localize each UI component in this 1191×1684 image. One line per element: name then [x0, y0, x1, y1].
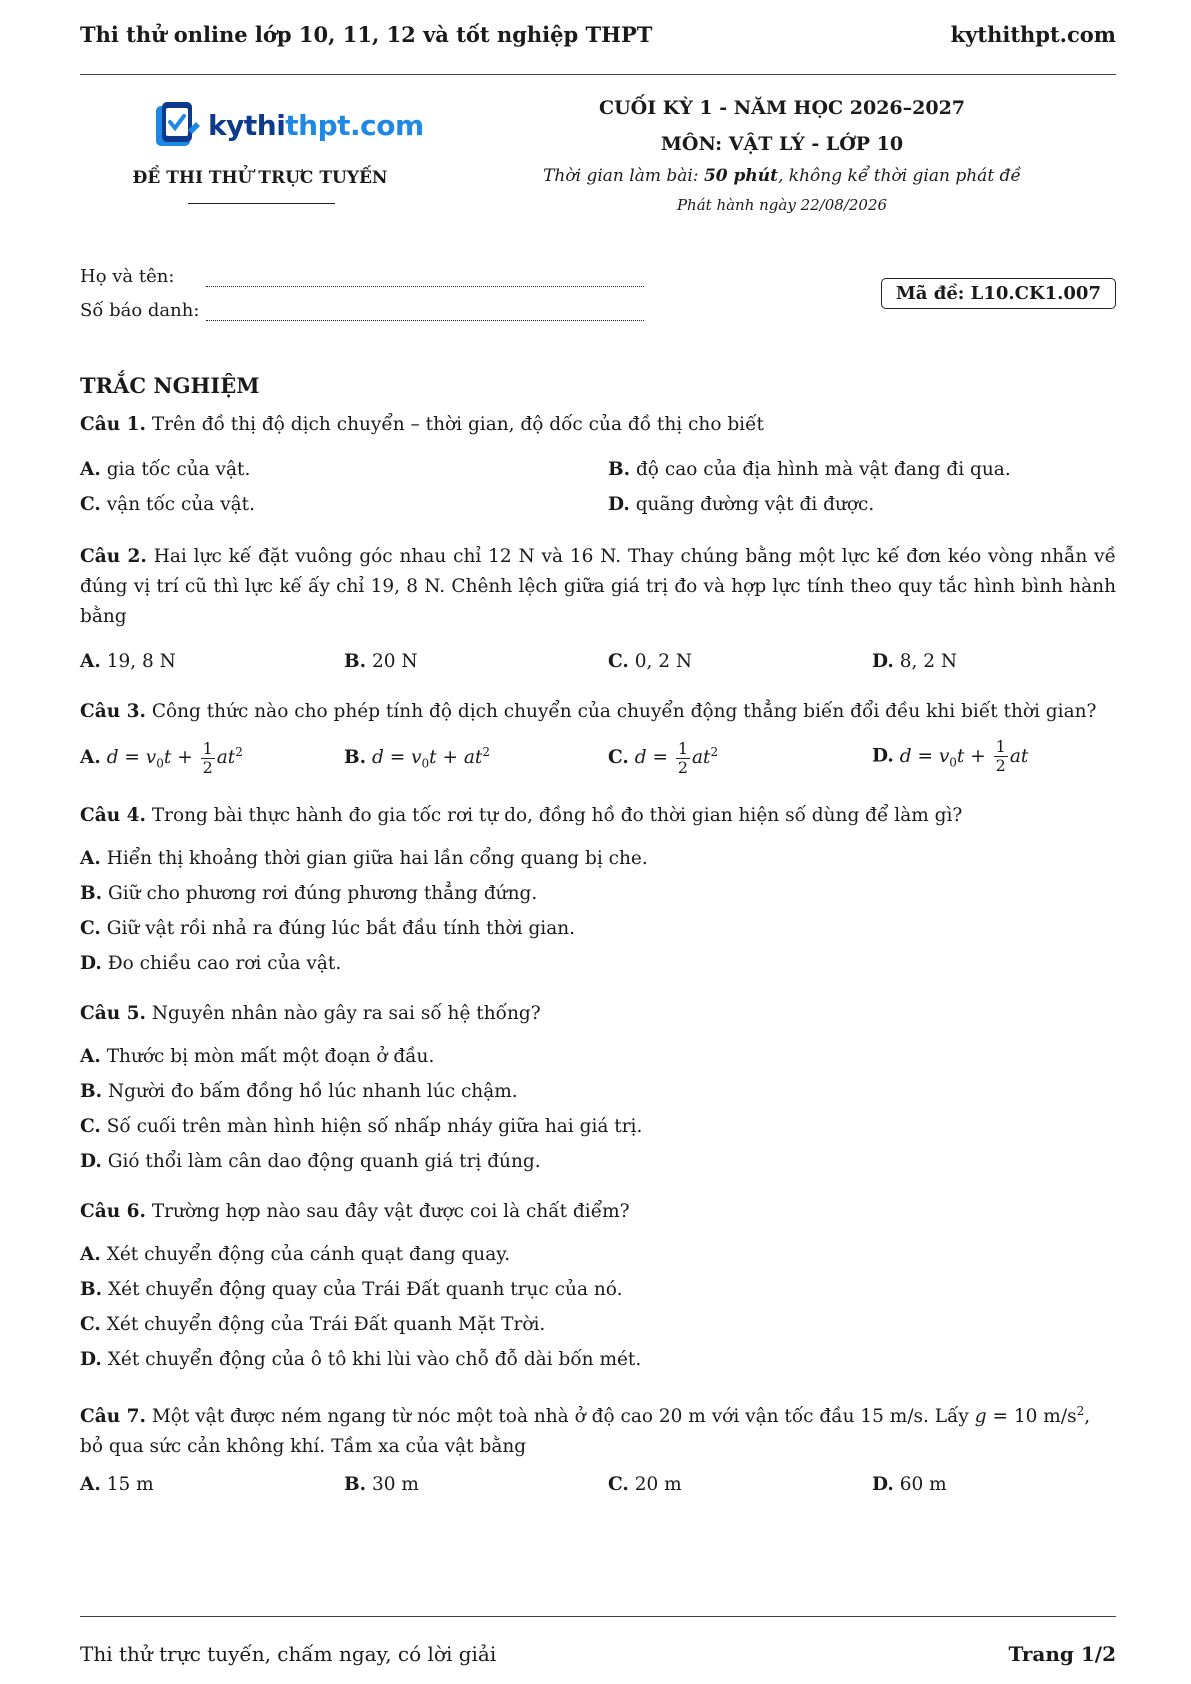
option-letter: B.: [80, 883, 103, 904]
question-label: Câu 2.: [80, 546, 147, 567]
option-text: quãng đường vật đi được.: [635, 494, 875, 515]
exam-page: [80, 0, 1116, 1684]
option-b[interactable]: [608, 456, 1011, 484]
exam-code-box: Mã đề: L10.CK1.007: [881, 278, 1116, 309]
question-text: Một vật được ném ngang từ nóc một toà nhà ở độ cao 20 m với vận tốc đầu 15 m/s. Lấy: [151, 1406, 975, 1428]
option-text: 20 m: [634, 1474, 682, 1495]
option-letter: D.: [872, 651, 894, 672]
option-letter: C.: [80, 494, 101, 515]
option-d[interactable]: [80, 1148, 541, 1176]
duration-value: 50 phút: [703, 166, 778, 186]
option-text: Xét chuyển động quay của Trái Đất quanh trục của nó.: [107, 1279, 623, 1300]
option-letter: C.: [608, 747, 629, 769]
question-text: Trong bài thực hành đo gia tốc rơi tự do, đồng hồ đo thời gian hiện số dùng để làm gì?: [151, 805, 963, 826]
logo-text: [208, 109, 424, 142]
question-label: Câu 4.: [80, 805, 146, 826]
release-date: Phát hành ngày 22/08/2026: [676, 196, 888, 214]
option-text: Người đo bấm đồng hồ lúc nhanh lúc chậm.: [107, 1081, 518, 1102]
option-text: Giữ cho phương rơi đúng phương thẳng đứng.: [107, 883, 538, 904]
option-d[interactable]: [80, 950, 341, 978]
option-b[interactable]: [80, 1276, 622, 1304]
exam-duration: [520, 166, 1044, 186]
question-label: Câu 1.: [80, 414, 146, 435]
question-6: [80, 1197, 1116, 1227]
option-a[interactable]: [80, 456, 250, 484]
footer-slogan: Thi thử trực tuyến, chấm ngay, có lời giải: [80, 1642, 497, 1666]
option-c[interactable]: [80, 491, 255, 519]
option-text: Gió thổi làm cân dao động quanh giá trị đúng.: [107, 1151, 541, 1172]
formula-d: $d = v_0t$ + $\frac{1}{2}$ at: [899, 737, 1029, 775]
student-id-field[interactable]: [206, 302, 644, 321]
header-divider: [80, 74, 1116, 75]
option-b[interactable]: [344, 738, 490, 778]
option-letter: B.: [80, 1081, 103, 1102]
option-c[interactable]: [608, 1471, 682, 1499]
option-text: 30 m: [371, 1474, 419, 1495]
option-d[interactable]: [608, 491, 874, 519]
option-text: độ cao của địa hình mà vật đang đi qua.: [635, 459, 1011, 480]
question-text: Hai lực kế đặt vuông góc nhau chỉ 12 N và 16 N. Thay chúng bằng một lực kế đơn kéo vòng nhẫn về đúng vị trí cũ thì lực kế ấy chỉ 19, 8 N. Chênh lệch giữa giá trị đo và hợp lực tính theo quy tắc hình bình hành bằng: [80, 546, 1116, 627]
option-letter: C.: [80, 1116, 101, 1137]
option-a[interactable]: [80, 648, 176, 676]
question-text: Trường hợp nào sau đây vật được coi là chất điểm?: [151, 1201, 630, 1222]
question-label: Câu 6.: [80, 1201, 146, 1222]
option-d[interactable]: [80, 1346, 641, 1374]
option-c[interactable]: [80, 1113, 642, 1141]
option-letter: C.: [608, 651, 629, 672]
gravity-formula: g: [974, 1406, 987, 1428]
option-a[interactable]: [80, 845, 648, 873]
option-c[interactable]: [80, 1311, 545, 1339]
page-number: Trang 1/2: [1008, 1642, 1116, 1666]
question-text: Nguyên nhân nào gây ra sai số hệ thống?: [151, 1003, 541, 1024]
option-text: Xét chuyển động của cánh quạt đang quay.: [106, 1244, 511, 1265]
option-text: Hiển thị khoảng thời gian giữa hai lần cổng quang bị che.: [106, 848, 648, 869]
option-letter: D.: [80, 1349, 102, 1370]
name-label: Họ và tên:: [80, 266, 175, 287]
option-letter: A.: [80, 459, 101, 480]
option-text: Số cuối trên màn hình hiện số nhấp nháy giữa hai giá trị.: [106, 1116, 643, 1137]
page-footer: [80, 1642, 1116, 1666]
option-letter: B.: [344, 1474, 367, 1495]
option-c[interactable]: [608, 648, 692, 676]
option-c[interactable]: [80, 915, 575, 943]
option-letter: A.: [80, 651, 101, 672]
option-letter: B.: [80, 1279, 103, 1300]
subtitle-underline: [188, 203, 335, 204]
check-clipboard-icon: [152, 100, 202, 150]
question-text: Trên đồ thị độ dịch chuyển – thời gian, độ dốc của đồ thị cho biết: [151, 414, 764, 435]
question-label: Câu 5.: [80, 1003, 146, 1024]
option-a[interactable]: [80, 1241, 510, 1269]
name-field[interactable]: [206, 268, 644, 287]
option-letter: A.: [80, 848, 101, 869]
logo-text-part2: thpt.com: [285, 108, 424, 142]
student-id-label: Số báo danh:: [80, 300, 200, 321]
option-letter: A.: [80, 1046, 101, 1067]
option-a[interactable]: [80, 1043, 434, 1071]
option-text: 0, 2 N: [634, 651, 693, 672]
question-text-cont: bỏ qua sức cản không khí. Tầm xa của vật bằng: [80, 1436, 527, 1458]
option-letter: A.: [80, 1244, 101, 1265]
header-site: kythithpt.com: [950, 22, 1116, 47]
option-letter: A.: [80, 747, 101, 769]
option-text: Giữ vật rồi nhả ra đúng lúc bắt đầu tính thời gian.: [106, 918, 576, 939]
section-title: TRẮC NGHIỆM: [80, 373, 260, 398]
option-letter: C.: [80, 918, 101, 939]
option-d[interactable]: [872, 738, 1028, 776]
option-text: gia tốc của vật.: [106, 459, 251, 480]
question-3: [80, 697, 1116, 727]
option-text: vận tốc của vật.: [106, 494, 255, 515]
duration-suffix: , không kể thời gian phát đề: [778, 166, 1021, 186]
header-title: Thi thử online lớp 10, 11, 12 và tốt nghiệp THPT: [80, 22, 653, 47]
site-logo[interactable]: [152, 100, 424, 150]
option-letter: C.: [80, 1314, 101, 1335]
option-letter: D.: [872, 1474, 894, 1495]
option-text: Xét chuyển động của Trái Đất quanh Mặt Trời.: [106, 1314, 546, 1335]
option-letter: D.: [80, 953, 102, 974]
option-c[interactable]: [608, 738, 718, 777]
exam-info: [520, 96, 1044, 214]
option-text: 15 m: [106, 1474, 154, 1495]
question-2: [80, 542, 1116, 632]
formula-c: d = $\frac{1}{2}$ $at^2$: [634, 738, 719, 777]
option-b[interactable]: [80, 1078, 518, 1106]
online-exam-subtitle: ĐỀ THI THỬ TRỰC TUYẾN: [132, 168, 388, 188]
formula-a: $d = v_0t$ + $\frac{1}{2}$ $at^2$: [106, 738, 243, 777]
option-b[interactable]: [344, 1471, 419, 1499]
option-letter: B.: [344, 747, 367, 769]
option-text: 60 m: [899, 1474, 947, 1495]
question-7: Câu 7. Một vật được ném ngang từ nóc một toà nhà ở độ cao 20 m với vận tốc đầu 15 m/s. Lấy g = 10 $m/s^2$, bỏ qua sức cản không khí. Tầm xa của vật bằng: [80, 1404, 1091, 1458]
option-a[interactable]: [80, 738, 243, 778]
exam-term: CUỐI KỲ 1 - NĂM HỌC 2026–2027: [598, 97, 966, 119]
formula-b: $d = v_0t + at^2$: [371, 745, 490, 771]
duration-prefix: Thời gian làm bài:: [543, 166, 704, 186]
logo-text-part1: kythi: [208, 108, 286, 142]
option-text: 19, 8 N: [106, 651, 176, 672]
option-text: 8, 2 N: [899, 651, 958, 672]
option-b[interactable]: [344, 648, 418, 676]
question-label: Câu 3.: [80, 701, 146, 722]
option-letter: C.: [608, 1474, 629, 1495]
option-text: Xét chuyển động của ô tô khi lùi vào chỗ đỗ dài bốn mét.: [107, 1349, 642, 1370]
option-text: Thước bị mòn mất một đoạn ở đầu.: [106, 1046, 435, 1067]
option-letter: D.: [80, 1151, 102, 1172]
option-letter: D.: [608, 494, 630, 515]
page-header: [80, 22, 1116, 47]
question-1: [80, 410, 1116, 440]
option-d[interactable]: [872, 648, 957, 676]
option-letter: B.: [608, 459, 631, 480]
footer-divider: [80, 1616, 1116, 1617]
option-letter: D.: [872, 745, 894, 767]
option-d[interactable]: [872, 1471, 947, 1499]
question-text: Công thức nào cho phép tính độ dịch chuyển của chuyển động thẳng biến đổi đều khi biết thời gian?: [151, 701, 1097, 722]
option-letter: B.: [344, 651, 367, 672]
exam-subject: MÔN: VẬT LÝ - LỚP 10: [660, 133, 904, 155]
option-text: Đo chiều cao rơi của vật.: [107, 953, 342, 974]
option-a[interactable]: [80, 1471, 154, 1499]
question-5: [80, 999, 1116, 1029]
option-text: 20 N: [371, 651, 418, 672]
question-label: Câu 7.: [80, 1406, 146, 1428]
question-4: [80, 801, 1116, 831]
option-b[interactable]: [80, 880, 537, 908]
option-letter: A.: [80, 1474, 101, 1495]
